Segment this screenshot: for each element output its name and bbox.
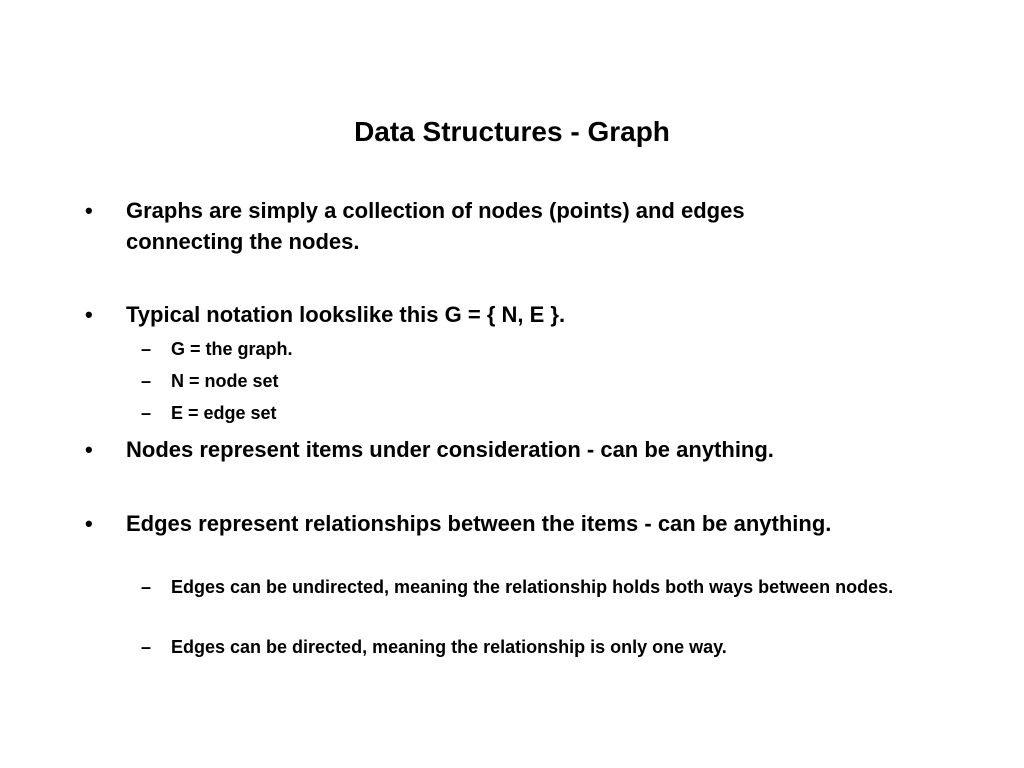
- sub-bullet-marker: –: [141, 637, 152, 657]
- sub-bullet-text: N = node set: [171, 371, 279, 391]
- slide-title: Data Structures - Graph: [354, 116, 670, 147]
- bullet-marker: •: [85, 302, 93, 327]
- sub-bullet-marker: –: [141, 577, 152, 597]
- sub-bullet-text: Edges can be directed, meaning the relationship is only one way.: [171, 637, 727, 657]
- bullet-text: Graphs are simply a collection of nodes (points) and edges connecting the nodes.: [126, 198, 745, 254]
- sub-bullet-text: E = edge set: [171, 403, 277, 423]
- bullet-marker: •: [85, 511, 93, 536]
- bullet-marker: •: [85, 437, 93, 462]
- bullet-marker: •: [85, 198, 93, 223]
- sub-bullet-marker: –: [141, 403, 152, 423]
- bullet-text: Typical notation lookslike this G = { N, E }.: [126, 302, 566, 327]
- bullet-text: Edges represent relationships between the items - can be anything.: [126, 511, 832, 536]
- sub-bullet-text: G = the graph.: [171, 339, 293, 359]
- sub-bullet-marker: –: [141, 371, 152, 391]
- sub-bullet-marker: –: [141, 339, 152, 359]
- sub-bullet-text: Edges can be undirected, meaning the relationship holds both ways between nodes.: [171, 577, 894, 597]
- bullet-text: Nodes represent items under consideration - can be anything.: [126, 437, 774, 462]
